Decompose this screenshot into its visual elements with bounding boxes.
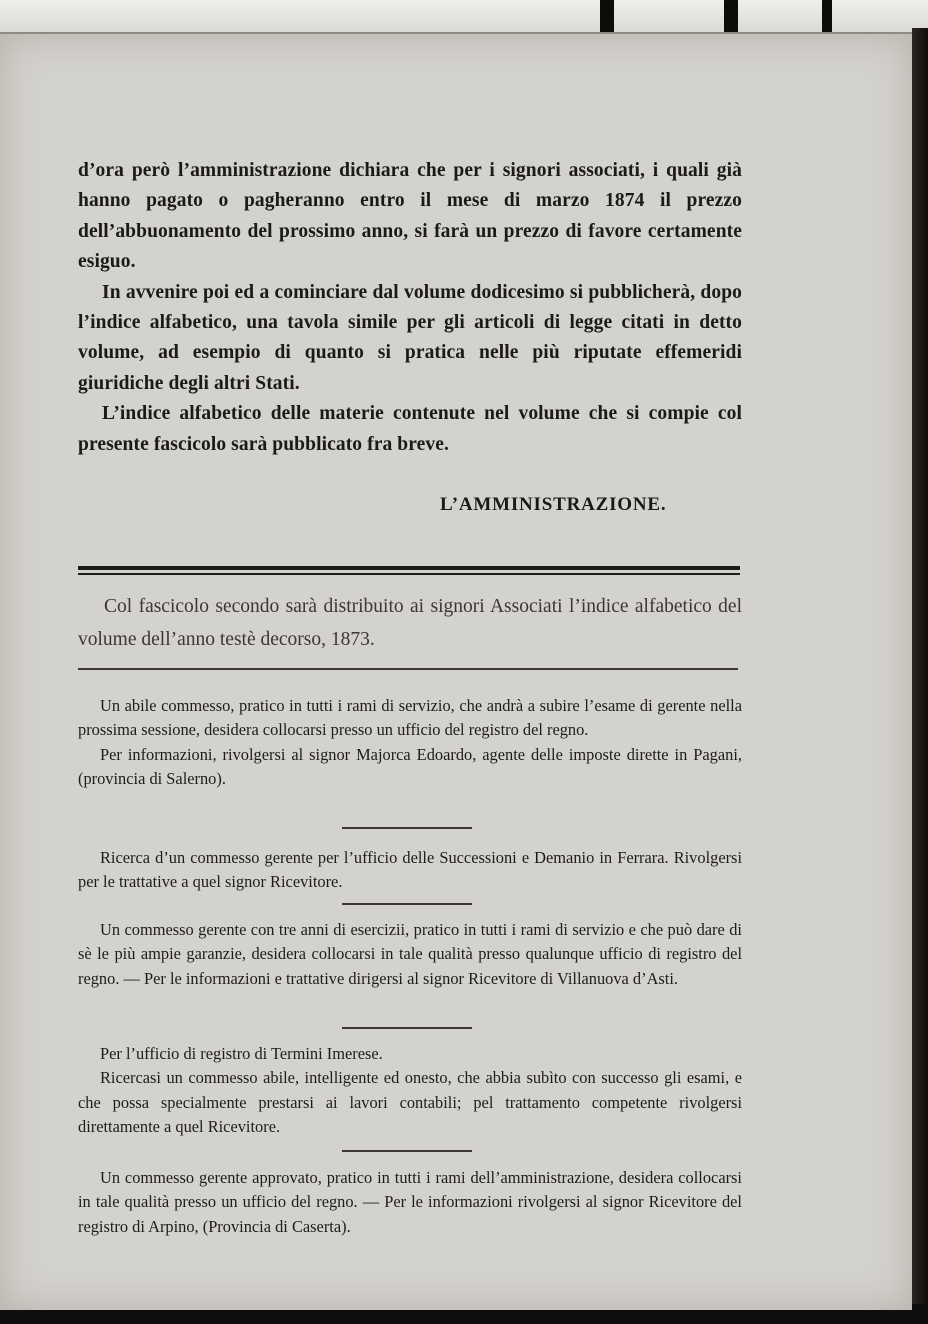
ad-paragraph: Per l’ufficio di registro di Termini Imerese.	[100, 1044, 383, 1063]
classified-ad	[78, 694, 742, 792]
announcement-paragraph: L’indice alfabetico delle materie contenute nel volume che si compie col presente fascicolo sarà pubblicato fra breve.	[78, 403, 742, 455]
ad-separator	[342, 903, 472, 905]
scan-edge-mark	[724, 0, 738, 36]
announcement-paragraph: d’ora però l’amministrazione dichiara che per i signori associati, i quali già hanno pagato o pagheranno entro il mese di marzo 1874 il prezzo dell’abbuonamento del prossimo anno, si farà un prezzo di favore certamente esiguo.	[78, 160, 742, 273]
scan-top-strip	[0, 0, 928, 36]
ad-paragraph: Ricerca d’un commesso gerente per l’ufficio delle Successioni e Demanio in Ferrara. Rivolgersi per le trattative a quel signor Ricevitore.	[78, 848, 742, 892]
scan-edge-mark	[600, 0, 614, 36]
section-divider	[78, 668, 738, 670]
announcement-paragraph: In avvenire poi ed a cominciare dal volume dodicesimo si pubblicherà, dopo l’indice alfabetico, una tavola simile per gli articoli di legge citati in detto volume, ad esempio di quanto si pratica nelle più riputate effemeridi giuridiche degli altri Stati.	[78, 281, 742, 394]
section-double-rule	[78, 566, 740, 570]
ad-paragraph: Un commesso gerente approvato, pratico in tutti i rami dell’amministrazione, desidera collocarsi in tale qualità presso un ufficio del regno. — Per le informazioni rivolgersi al signor Ricevitore del registro di Arpino, (Provincia di Caserta).	[78, 1168, 742, 1236]
ad-paragraph: Ricercasi un commesso abile, intelligente ed onesto, che abbia subìto con successo gli esami, e che possa specialmente prestarsi ai lavori contabili; pel trattamento competente rivolgersi direttamente a quel Ricevitore.	[78, 1068, 742, 1137]
administration-announcement	[78, 156, 742, 460]
scan-right-edge	[912, 28, 928, 1324]
scan-edge-mark	[822, 0, 832, 36]
ad-paragraph: Per informazioni, rivolgersi al signor Majorca Edoardo, agente delle imposte dirette in Pagani, (provincia di Salerno).	[78, 744, 742, 789]
classified-ad	[78, 1042, 742, 1140]
section-double-rule	[78, 573, 740, 575]
signature: L’AMMINISTRAZIONE.	[440, 494, 667, 515]
notice-text: Col fascicolo secondo sarà distribuito ai signori Associati l’indice alfabetico del volume dell’anno testè decorso, 1873.	[78, 596, 742, 650]
classified-ad	[78, 918, 742, 991]
ad-separator	[342, 1027, 472, 1029]
ad-separator	[342, 1150, 472, 1152]
ad-paragraph: Un commesso gerente con tre anni di esercizii, pratico in tutti i rami di servizio e che può dare di sè le più ampie garanzie, desidera collocarsi in tale qualità presso qualunque ufficio di registro del regno. — Per le informazioni e trattative dirigersi al signor Ricevitore di Villanuova d’Asti.	[78, 920, 742, 988]
index-notice	[78, 590, 742, 656]
classified-ad	[78, 1166, 742, 1239]
ad-separator	[342, 827, 472, 829]
classified-ad	[78, 846, 742, 895]
ad-paragraph: Un abile commesso, pratico in tutti i rami di servizio, che andrà a subire l’esame di gerente nella prossima sessione, desidera collocarsi presso un ufficio del registro del regno.	[78, 696, 742, 740]
